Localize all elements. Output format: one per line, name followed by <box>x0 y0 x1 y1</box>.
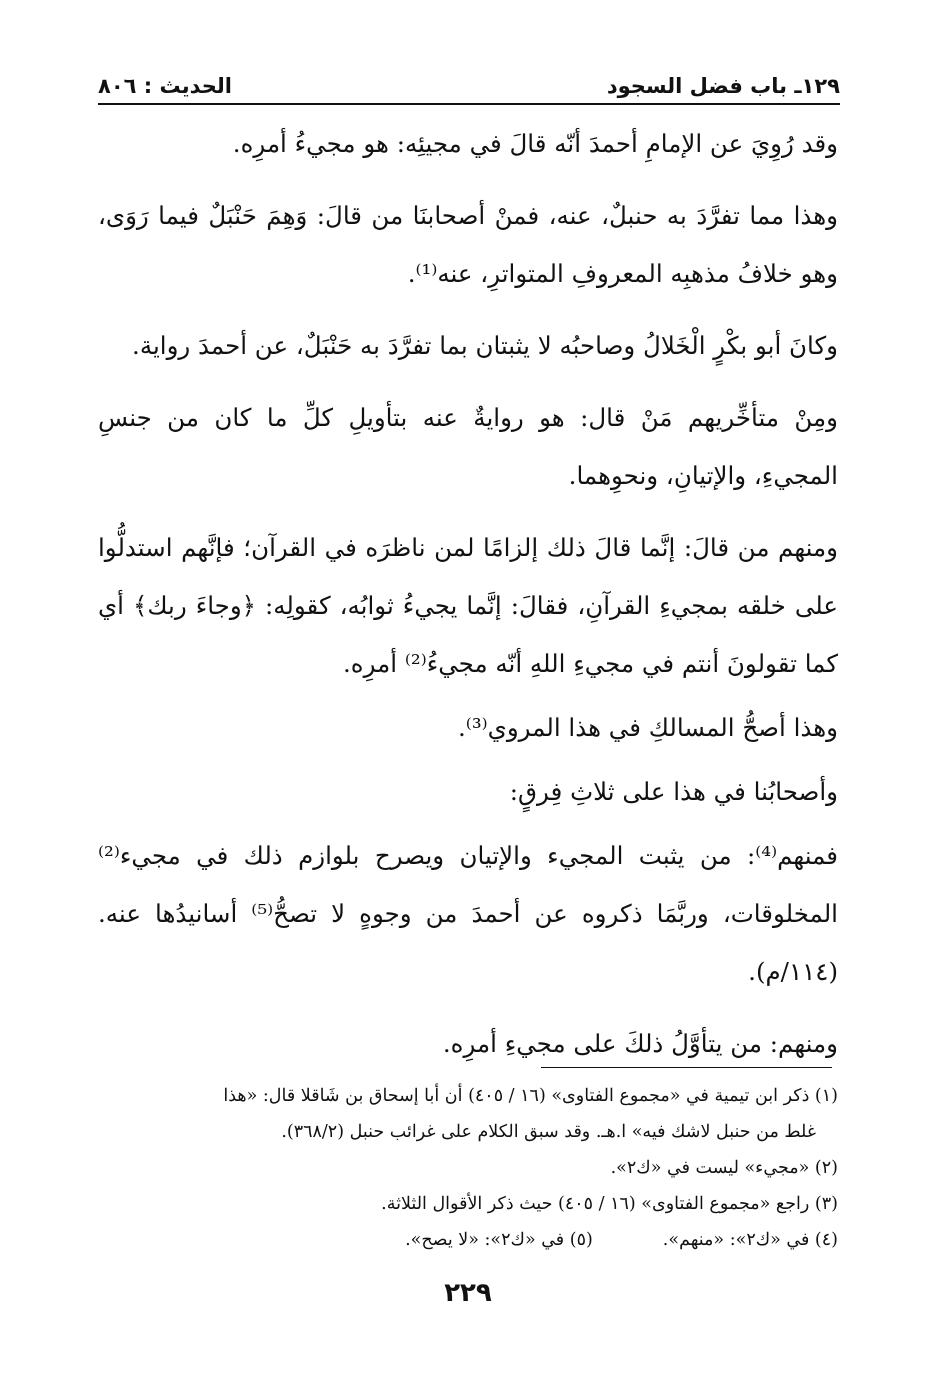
running-header <box>98 58 840 98</box>
paragraph: ومنهم من قالَ: إنَّما قالَ ذلك إلزامًا لمن ناظرَه في القرآن؛ فإنَّهم استدلُّوا على خلقه بمجيءِ القرآنِ، فقالَ: إنَّما يجيءُ ثوابُه، كقولِه: ﴿وجاءَ ربك﴾ أي كما تقولونَ أنتم في مجيءِ اللهِ أنّه مجيءُ⁽²⁾ أمرِه. <box>98 533 838 678</box>
hadith-number: الحديث : ٨٠٦ <box>98 74 232 98</box>
paragraph: وقد رُوِيَ عن الإمامِ أحمدَ أنّه قالَ في مجيئِه: هو مجيءُ أمرِه. <box>232 129 838 158</box>
paragraph: ومنهم: من يتأوَّلُ ذلكَ على مجيءِ أمرِه. <box>442 1029 838 1058</box>
paragraph: وهذا أصحُّ المسالكِ في هذا المروي⁽³⁾. <box>458 713 838 742</box>
paragraph: ومِنْ متأخِّريهم مَنْ قال: هو روايةٌ عنه بتأويلِ كلِّ ما كان من جنسِ المجيءِ، والإتيانِ، ونحوِهما. <box>98 403 838 490</box>
main-text <box>98 115 838 1087</box>
paragraph: وكانَ أبو بكْرٍ الْخَلالُ وصاحبُه لا يثبتان بما تفرَّدَ به حَنْبَلٌ، عن أحمدَ رواية. <box>132 331 838 360</box>
page-number: ٢٢٩ <box>444 1278 492 1308</box>
footnote-1-line2: غلط من حنبل لاشك فيه» ا.هـ. وقد سبق الكلام على غرائب حنبل (٣٦٨/٢). <box>281 1122 816 1142</box>
chapter-title: ١٢٩ـ باب فضل السجود <box>606 74 840 98</box>
paragraph: وهذا مما تفرَّدَ به حنبلٌ، عنه، فمنْ أصحابنَا من قالَ: وَهِمَ حَنْبَلٌ فيما رَوَى، وهو خلافُ مذهبِه المعروفِ المتواترِ، عنه⁽¹⁾. <box>98 201 838 288</box>
footnotes <box>98 1078 838 1258</box>
paragraph: فمنهم⁽⁴⁾: من يثبت المجيء والإتيان ويصرح بلوازم ذلك في مجيء⁽²⁾ المخلوقات، وربَّمَا ذكروه عن أحمدَ من وجوهٍ لا تصحُّ⁽⁵⁾ أسانيدُها عنه. (١١٤/م). <box>98 841 838 986</box>
header-rule <box>98 103 840 105</box>
footnote-row <box>98 1222 838 1258</box>
footnote-4: (٤) في «ك٢»: «منهم». <box>662 1230 838 1250</box>
footnote-3: (٣) راجع «مجموع الفتاوى» (١٦ / ٤٠٥) حيث ذكر الأقوال الثلاثة. <box>381 1194 838 1214</box>
footnote-1-line1: (١) ذكر ابن تيمية في «مجموع الفتاوى» (١٦ / ٤٠٥) أن أبا إسحاق بن شَاقلا قال: «هذا <box>223 1086 838 1106</box>
footnote-1 <box>98 1078 838 1150</box>
footnote-5: (٥) في «ك٢»: «لا يصح». <box>405 1230 593 1250</box>
footnote-2: (٢) «مجيء» ليست في «ك٢». <box>610 1158 838 1178</box>
footnote-rule <box>541 1067 832 1068</box>
paragraph: وأصحابُنا في هذا على ثلاثِ فِرقٍ: <box>509 777 838 806</box>
